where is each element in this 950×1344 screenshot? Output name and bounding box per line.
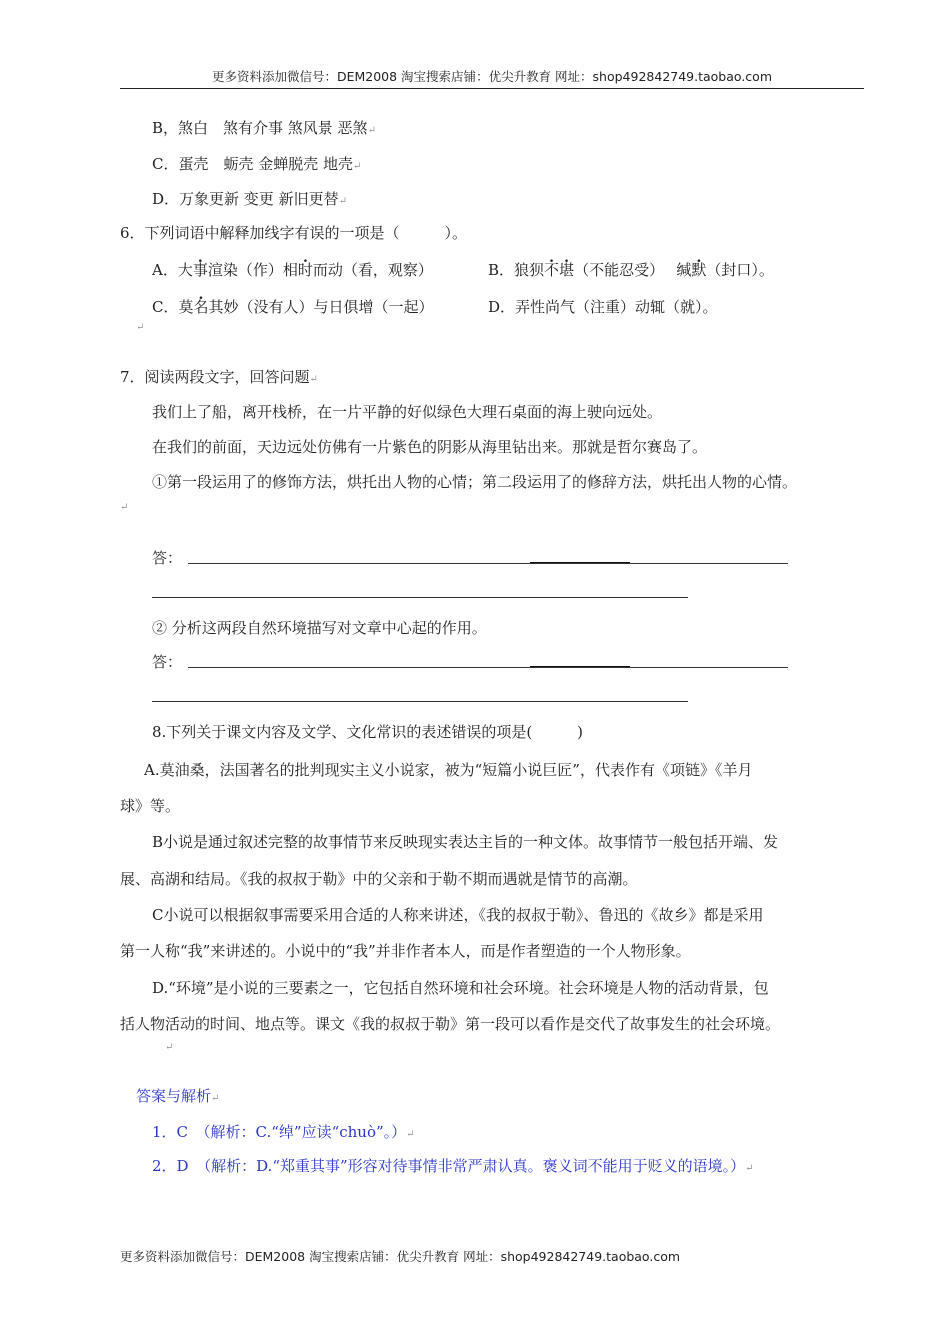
answer-line[interactable] — [188, 667, 788, 668]
answer-line-highlight — [530, 562, 630, 563]
answer-1: 1．C （解析：C.“绰”应读“chuò”。）↵ — [152, 1123, 415, 1141]
paragraph-mark: ↵ — [136, 322, 145, 333]
q8-option-d-cont: 括人物活动的时间、地点等。课文《我的叔叔于勒》第一段可以看作是交代了故事发生的社会环境。 — [120, 1015, 781, 1033]
q8-option-b: B小说是通过叙述完整的故事情节来反映现实表达主旨的一种文体。故事情节一般包括开端、发 — [152, 833, 779, 851]
q6-stem: 6．下列词语中解释加线字有误的一项是（ ）。 — [120, 224, 468, 242]
answer-label-2: 答： — [152, 653, 183, 671]
q6-option-b: B．狼狈不堪（不能忍受） 缄默（封口）。 — [488, 261, 774, 279]
q8-option-a-cont: 球》等。 — [120, 797, 181, 815]
q5-option-d: D．万象更新 变更 新旧更替↵ — [152, 190, 347, 208]
q7-subquestion-2: ② 分析这两段自然环境描写对文章中心起的作用。 — [152, 619, 487, 637]
paragraph-mark: ↵ — [120, 502, 129, 513]
q8-option-c: C小说可以根据叙事需要采用合适的人称来讲述，《我的叔叔于勒》、鲁迅的《故乡》都是采用 — [152, 906, 764, 924]
answers-title: 答案与解析↵ — [136, 1087, 220, 1105]
q7-passage-2: 在我们的前面，天边远处仿佛有一片紫色的阴影从海里钻出来。那就是哲尔赛岛了。 — [152, 438, 708, 456]
q7-stem: 7．阅读两段文字，回答问题↵ — [120, 368, 318, 386]
answer-label-1: 答： — [152, 549, 183, 567]
answer-line-highlight — [530, 666, 630, 667]
q7-passage-1: 我们上了船，离开栈桥，在一片平静的好似绿色大理石桌面的海上驶向远处。 — [152, 403, 663, 421]
q5-option-c: C．蛋壳 蛎壳 金蝉脱壳 地壳↵ — [152, 155, 362, 173]
q5-option-b: B，煞白 煞有介事 煞风景 恶煞↵ — [152, 119, 376, 137]
answer-2: 2．D （解析：D.“郑重其事”形容对待事情非常严肃认真。褒义词不能用于贬义的语境。）↵ — [152, 1157, 754, 1175]
q8-option-b-cont: 展、高湖和结局。《我的叔叔于勒》中的父亲和于勒不期而遇就是情节的高潮。 — [120, 870, 638, 888]
page-footer: 更多资料添加微信号：DEM2008 淘宝搜索店铺：优尖升教育 网址：shop492842749.taobao.com — [120, 1249, 681, 1264]
page-header: 更多资料添加微信号：DEM2008 淘宝搜索店铺：优尖升教育 网址：shop492842749.taobao.com — [120, 67, 864, 89]
answer-line[interactable] — [152, 597, 688, 598]
answer-line[interactable] — [188, 563, 788, 564]
q6-option-d: D．弄性尚气（注重）动辄（就）。 — [488, 298, 718, 316]
q8-option-d: D.“环境”是小说的三要素之一，它包括自然环境和社会环境。社会环境是人物的活动背景，包 — [152, 979, 769, 997]
answer-line[interactable] — [152, 701, 688, 702]
q8-stem: 8.下列关于课文内容及文学、文化常识的表述错误的项是( ) — [152, 723, 584, 741]
q6-option-a: A．大事渲染（作）相时而动（看，观察） — [152, 261, 433, 279]
q7-subquestion-1: ①第一段运用了的修饰方法，烘托出人物的心情；第二段运用了的修辞方法，烘托出人物的心情。 — [152, 473, 798, 491]
q8-option-c-cont: 第一人称“我”来讲述的。小说中的“我”并非作者本人，而是作者塑造的一个人物形象。 — [120, 942, 691, 960]
paragraph-mark: ↵ — [165, 1042, 174, 1053]
q6-option-c: C．莫名其妙（没有人）与日俱增（一起） — [152, 298, 434, 316]
q8-option-a: A.莫油桑，法国著名的批判现实主义小说家，被为“短篇小说巨匠”，代表作有《项链》《羊月 — [144, 761, 753, 779]
